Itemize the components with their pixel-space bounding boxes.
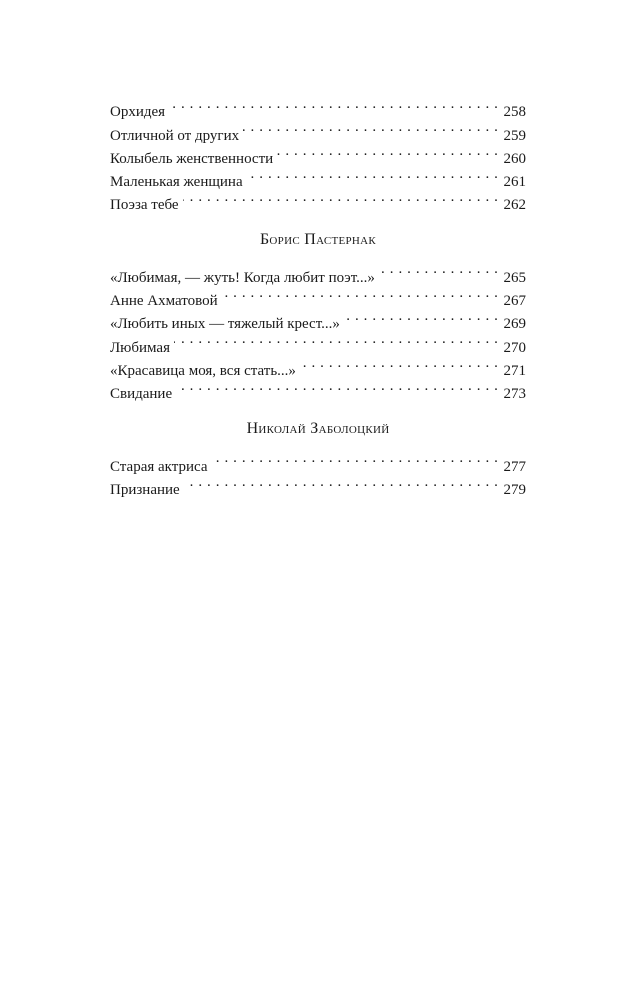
entry-title: Поэза тебе: [110, 197, 179, 214]
toc-entry: [110, 447, 526, 475]
toc-section: [110, 93, 526, 214]
entry-title: «Любимая, — жуть! Когда любит поэт...»: [110, 269, 375, 286]
entry-page-number: 261: [503, 174, 526, 191]
entry-page-number: 271: [503, 362, 526, 379]
entry-page-number: 279: [503, 481, 526, 498]
entry-page-number: 265: [503, 269, 526, 286]
entry-page-number: 259: [503, 127, 526, 144]
dot-leader: [169, 93, 498, 116]
dot-leader: [183, 186, 499, 209]
entry-page-number: 267: [503, 293, 526, 310]
entry-page-number: 273: [503, 386, 526, 403]
entry-title: Колыбель женственности: [110, 150, 274, 167]
dot-leader: [212, 447, 499, 470]
entry-title: «Красавица моя, вся стать...»: [110, 362, 296, 379]
dot-leader: [379, 258, 499, 281]
toc-section: [110, 229, 526, 403]
dot-leader: [184, 471, 499, 494]
entry-title: Отличной от других: [110, 127, 240, 144]
entry-page-number: 260: [503, 150, 526, 167]
entry-title: Признание: [110, 481, 180, 498]
table-of-contents: [110, 93, 526, 498]
entry-title: Орхидея: [110, 104, 166, 121]
entry-title: Анне Ахматовой: [110, 293, 218, 310]
entry-page-number: 277: [503, 458, 526, 475]
dot-leader: [344, 305, 499, 328]
entry-title: Любимая: [110, 339, 170, 356]
toc-entry: [110, 116, 526, 144]
section-heading: Борис Пастернак: [259, 231, 377, 249]
entry-title: «Любить иных — тяжелый крест...»: [110, 316, 340, 333]
dot-leader: [176, 375, 498, 398]
entry-title: Старая актриса: [110, 458, 208, 475]
entry-page-number: 270: [503, 339, 526, 356]
entry-page-number: 258: [503, 104, 526, 121]
dot-leader: [247, 163, 499, 186]
toc-entry: [110, 258, 526, 286]
dot-leader: [174, 328, 499, 351]
dot-leader: [300, 352, 499, 375]
entry-page-number: 269: [503, 316, 526, 333]
toc-entry: [110, 93, 526, 121]
entry-page-number: 262: [503, 197, 526, 214]
entry-title: Маленькая женщина: [110, 174, 243, 191]
dot-leader: [222, 282, 499, 305]
dot-leader: [243, 116, 498, 139]
toc-section: [110, 418, 526, 498]
entry-title: Свидание: [110, 386, 173, 403]
section-heading: Николай Заболоцкий: [246, 420, 390, 438]
dot-leader: [277, 140, 498, 163]
